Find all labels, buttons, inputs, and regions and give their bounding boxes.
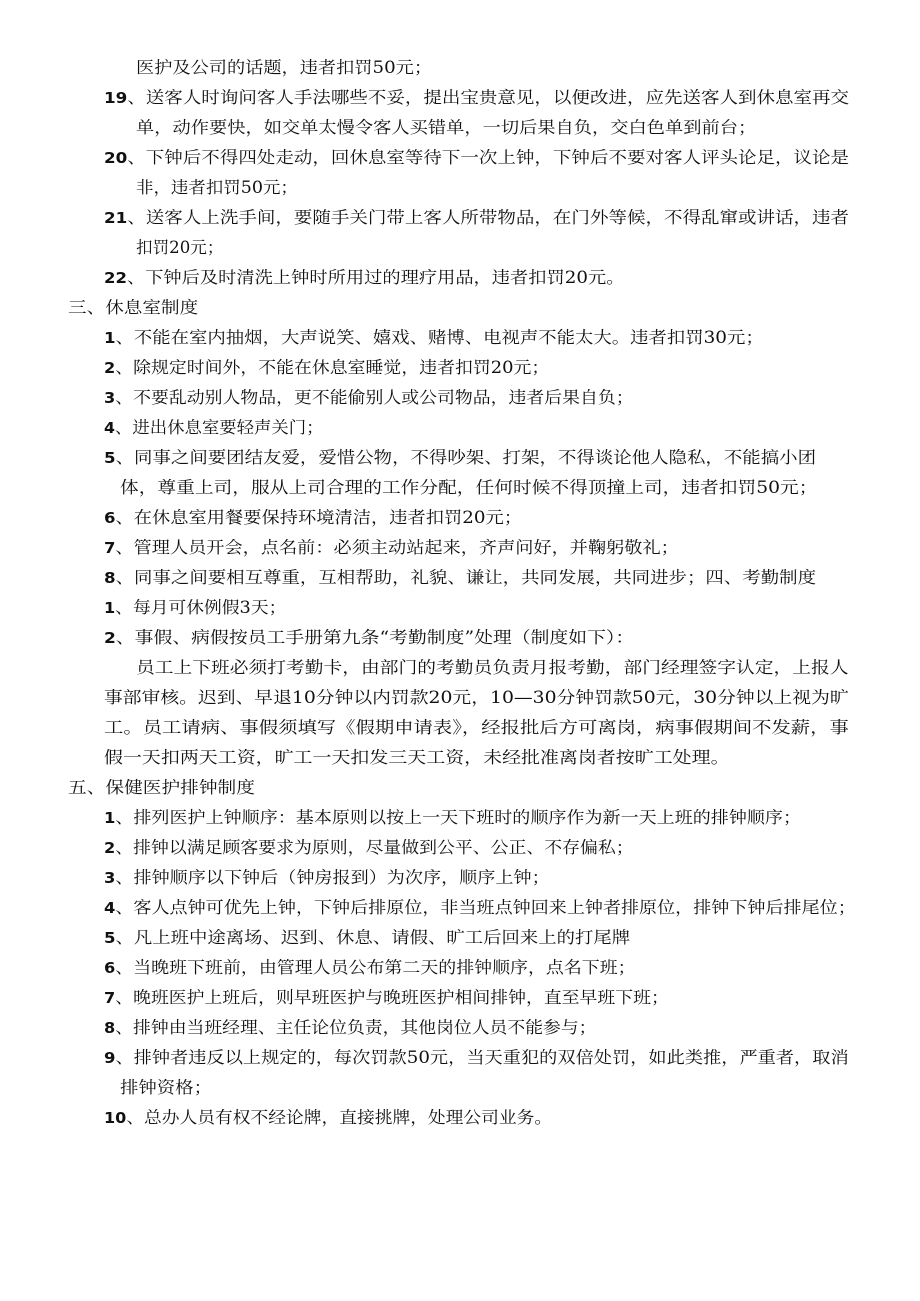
- item-number: 1: [104, 329, 116, 347]
- item-number: 9: [104, 1049, 116, 1067]
- line-text: 、不能在室内抽烟，大声说笑、嬉戏、赌博、电视声不能太大。违者扣罚30元；: [115, 328, 764, 347]
- line-text: 扣罚20元；: [136, 238, 224, 257]
- text-line: [104, 413, 324, 443]
- item-number: 5: [104, 449, 116, 467]
- item-number: 5: [104, 929, 116, 947]
- item-number: 3: [104, 389, 116, 407]
- line-text: 、排列医护上钟顺序：基本原则以按上一天下班时的顺序作为新一天上班的排钟顺序；: [115, 808, 801, 827]
- text-line: [104, 1013, 597, 1043]
- text-line: [104, 893, 856, 923]
- item-number: 2: [104, 629, 116, 647]
- text-line: [120, 473, 817, 503]
- line-text: 、不要乱动别人物品，更不能偷别人或公司物品，违者后果自负；: [115, 388, 634, 407]
- line-text: 非，违者扣罚50元；: [136, 178, 298, 197]
- line-text: 员工上下班必须打考勤卡，由部门的考勤员负责月报考勤，部门经理签字认定，上报人: [136, 658, 849, 677]
- item-number: 19: [104, 89, 128, 107]
- text-line: [104, 533, 679, 563]
- text-line: [104, 323, 764, 353]
- text-line: [120, 1073, 212, 1103]
- line-text: 三、休息室制度: [68, 298, 199, 317]
- text-line: [104, 863, 550, 893]
- line-text: 体，尊重上司，服从上司合理的工作分配，任何时候不得顶撞上司，违者扣罚50元；: [120, 478, 818, 497]
- text-line: [104, 983, 669, 1013]
- text-line: [104, 683, 849, 713]
- text-line: [104, 143, 849, 173]
- line-text: 医护及公司的话题，违者扣罚50元；: [136, 58, 433, 77]
- line-text: 假一天扣两天工资，旷工一天扣发三天工资，未经批准离岗者按旷工处理。: [104, 748, 730, 767]
- item-number: 4: [104, 899, 116, 917]
- item-number: 1: [104, 809, 116, 827]
- line-text: 、事假、病假按员工手册第九条“考勤制度”处理（制度如下）：: [115, 628, 635, 647]
- item-number: 2: [104, 359, 116, 377]
- line-text: 、凡上班中途离场、迟到、休息、请假、旷工后回来上的打尾牌: [115, 928, 631, 947]
- text-line: [136, 113, 756, 143]
- item-number: 20: [104, 149, 128, 167]
- line-text: 工。员工请病、事假须填写《假期申请表》，经报批后方可离岗，病事假期间不发薪，事: [104, 718, 849, 737]
- line-text: 五、保健医护排钟制度: [68, 778, 255, 797]
- item-number: 21: [104, 209, 128, 227]
- line-text: 、下钟后及时清洗上钟时所用过的理疗用品，违者扣罚20元。: [126, 268, 625, 287]
- line-text: 、客人点钟可优先上钟，下钟后排原位，非当班点钟回来上钟者排原位，排钟下钟后排尾位；: [115, 898, 856, 917]
- text-line: [104, 383, 634, 413]
- text-line: [104, 713, 849, 743]
- text-line: [104, 743, 730, 773]
- line-text: 、除规定时间外，不能在休息室睡觉，违者扣罚20元；: [115, 358, 550, 377]
- text-line: [136, 653, 849, 683]
- item-number: 7: [104, 989, 116, 1007]
- item-number: 1: [104, 599, 116, 617]
- item-number: 8: [104, 569, 116, 587]
- item-number: 8: [104, 1019, 116, 1037]
- line-text: 、送客人时询问客人手法哪些不妥，提出宝贵意见，以便改进，应先送客人到休息室再交: [127, 88, 850, 107]
- text-line: [136, 173, 298, 203]
- line-text: 、总办人员有权不经论牌，直接挑牌，处理公司业务。: [126, 1108, 553, 1127]
- item-number: 10: [104, 1109, 127, 1127]
- item-number: 6: [104, 509, 116, 527]
- item-number: 7: [104, 539, 116, 557]
- item-number: 6: [104, 959, 116, 977]
- text-line: [104, 623, 634, 653]
- line-text: 、每月可休例假3天；: [115, 598, 287, 617]
- text-line: [104, 443, 816, 473]
- line-text: 、晚班医护上班后，则早班医护与晚班医护相间排钟，直至早班下班；: [115, 988, 669, 1007]
- text-line: [104, 503, 522, 533]
- line-text: 、管理人员开会，点名前：必须主动站起来，齐声问好，并鞠躬敬礼；: [115, 538, 679, 557]
- item-number: 2: [104, 839, 116, 857]
- text-line: [104, 803, 801, 833]
- line-text: 、送客人上洗手间，要随手关门带上客人所带物品，在门外等候，不得乱窜或讲话，违者: [127, 208, 850, 227]
- line-text: 、当晚班下班前，由管理人员公布第二天的排钟顺序，点名下班；: [115, 958, 636, 977]
- text-line: [104, 263, 624, 293]
- line-text: 排钟资格；: [120, 1078, 212, 1097]
- text-line: [136, 53, 432, 83]
- text-line: [104, 1043, 849, 1073]
- item-number: 22: [104, 269, 127, 287]
- text-line: [104, 953, 636, 983]
- line-text: 、排钟以满足顾客要求为原则，尽量做到公平、公正、不存偏私；: [115, 838, 634, 857]
- text-line: [68, 773, 255, 803]
- text-line: [104, 1103, 552, 1133]
- text-line: [104, 563, 816, 593]
- text-line: [136, 233, 224, 263]
- line-text: 、进出休息室要轻声关门；: [114, 418, 324, 437]
- line-text: 、排钟由当班经理、主任论位负责，其他岗位人员不能参与；: [115, 1018, 597, 1037]
- text-line: [104, 83, 849, 113]
- text-line: [104, 833, 634, 863]
- line-text: 、同事之间要团结友爱，爱惜公物，不得吵架、打架，不得谈论他人隐私，不能搞小团: [115, 448, 816, 467]
- text-line: [104, 353, 549, 383]
- line-text: 单，动作要快，如交单太慢令客人买错单，一切后果自负，交白色单到前台；: [136, 118, 757, 137]
- item-number: 3: [104, 869, 116, 887]
- text-line: [68, 293, 198, 323]
- line-text: 、在休息室用餐要保持环境清洁，违者扣罚20元；: [115, 508, 523, 527]
- text-line: [104, 203, 849, 233]
- line-text: 、下钟后不得四处走动，回休息室等待下一次上钟，下钟后不要对客人评头论足，议论是: [127, 148, 850, 167]
- line-text: 、排钟顺序以下钟后（钟房报到）为次序，顺序上钟；: [115, 868, 550, 887]
- item-number: 4: [104, 419, 115, 437]
- line-text: 、排钟者违反以上规定的，每次罚款50元，当天重犯的双倍处罚，如此类推，严重者，取消: [115, 1048, 849, 1067]
- text-line: [104, 923, 630, 953]
- line-text: 事部审核。迟到、早退10分钟以内罚款20元，10—30分钟罚款50元，30分钟以上视为旷: [104, 688, 849, 707]
- line-text: 、同事之间要相互尊重，互相帮助，礼貌、谦让，共同发展，共同进步；四、考勤制度: [115, 568, 816, 587]
- text-line: [104, 593, 286, 623]
